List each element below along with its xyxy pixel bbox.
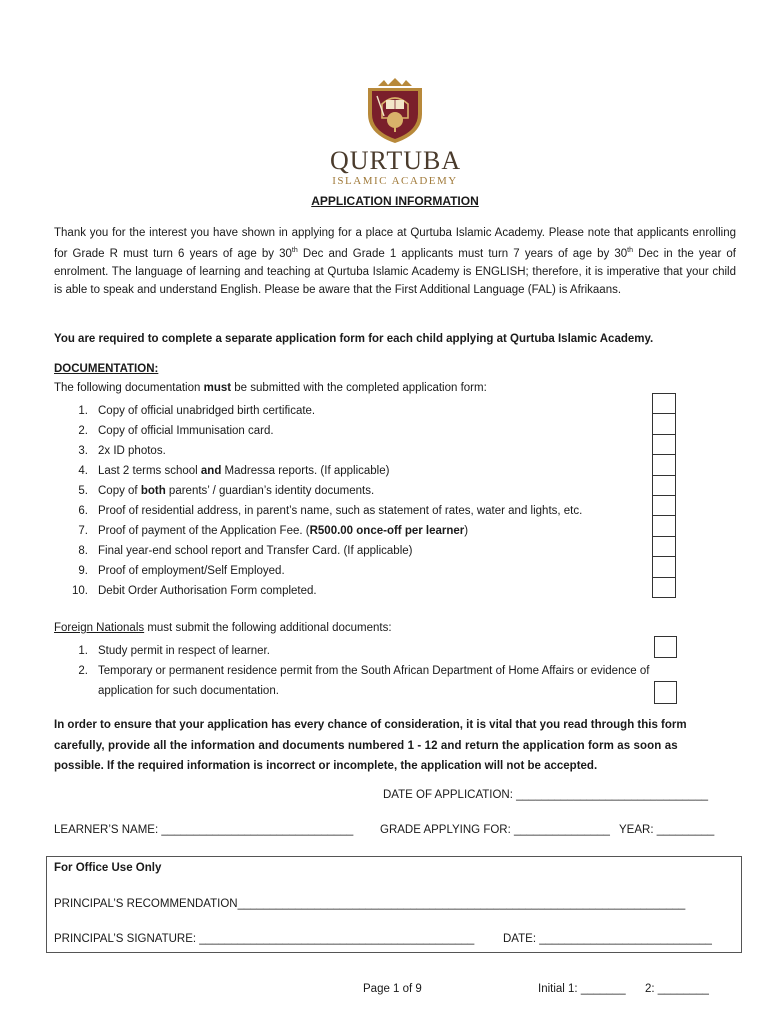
lead-before: The following documentation: [54, 382, 204, 394]
item-text: Proof of employment/Self Employed.: [98, 565, 285, 577]
item-text-bold: and: [200, 465, 222, 477]
item-number: 7.: [78, 525, 88, 537]
item-text-before: Last 2 terms school: [98, 465, 201, 477]
item-text-after: ): [464, 525, 469, 537]
item-text: Copy of official Immunisation card.: [98, 425, 274, 437]
separate-form-notice: You are required to complete a separate application form for each child applying at Qurtuba Islamic Academy.: [54, 333, 654, 345]
documentation-heading: DOCUMENTATION:: [54, 363, 159, 375]
intro-text-3: Dec in the year of enrolment. The language of learning and teaching at Qurtuba Islamic Academy is ENGLISH; therefore, it is imperative that your child is able to speak and understand English. Please be aware that the First Additional Language (FAL) is Afrikaans.: [54, 247, 736, 296]
documentation-checkboxes: [652, 393, 676, 598]
intro-sup-1: th: [291, 247, 298, 254]
item-text-after: Madressa reports. (If applicable): [221, 465, 390, 477]
foreign-list: [54, 642, 744, 702]
warning-line-1: In order to ensure that your application has every chance of consideration, it is vital that you read through this form: [54, 719, 687, 731]
warning-paragraph: [54, 715, 744, 777]
item-text-bold: both: [140, 485, 166, 497]
checkbox-doc-3[interactable]: [653, 435, 675, 455]
initial-2-field[interactable]: 2: ________: [645, 983, 709, 995]
checkbox-doc-10[interactable]: [653, 578, 675, 598]
item-number: 8.: [78, 545, 88, 557]
item-text: Study permit in respect of learner.: [98, 645, 270, 657]
intro-paragraph: [54, 224, 736, 299]
warning-line-2: carefully, provide all the information and documents numbered 1 - 12 and return the application form as soon as: [54, 739, 678, 752]
page-title: APPLICATION INFORMATION: [311, 194, 479, 208]
item-text: Copy of official unabridged birth certificate.: [98, 405, 316, 417]
intro-sup-2: th: [627, 247, 634, 254]
item-text: application for such documentation.: [98, 685, 279, 697]
intro-text-2: Dec and Grade 1 applicants must turn 7 years of age by 30: [297, 247, 628, 260]
documentation-list: [54, 402, 654, 602]
checkbox-doc-7[interactable]: [653, 516, 675, 536]
item-text-after: parents’ / guardian’s identity documents.: [165, 485, 375, 497]
academy-logo: [330, 76, 460, 191]
checkbox-doc-4[interactable]: [653, 455, 675, 475]
page-number: Page 1 of 9: [363, 983, 422, 995]
item-number: 1.: [78, 405, 88, 417]
item-text: [98, 462, 389, 480]
office-use-heading: For Office Use Only: [54, 862, 162, 874]
office-date-field[interactable]: DATE: ___________________________: [503, 933, 712, 945]
foreign-nationals-lead: [54, 622, 392, 634]
foreign-lead-text: must submit the following additional documents:: [144, 622, 392, 634]
date-of-application-field[interactable]: DATE OF APPLICATION: ______________________________: [383, 789, 708, 801]
documentation-lead: [54, 382, 487, 394]
checkbox-doc-8[interactable]: [653, 537, 675, 557]
checkbox-doc-1[interactable]: [653, 394, 675, 414]
item-number: 5.: [78, 485, 88, 497]
brand-name: QURTUBA: [330, 146, 462, 175]
item-text: Temporary or permanent residence permit from the South African Department of Home Affairs or evidence of: [98, 665, 650, 677]
item-number: 2.: [78, 665, 88, 677]
item-text-bold: R500.00 once-off per learner: [309, 525, 465, 537]
checkbox-study-permit[interactable]: [654, 636, 677, 658]
item-text: Proof of residential address, in parent’s name, such as statement of rates, water and lights, etc.: [98, 505, 583, 517]
item-number: 3.: [78, 445, 88, 457]
item-number: 6.: [78, 505, 88, 517]
checkbox-residence-permit[interactable]: [654, 681, 677, 704]
checkbox-doc-5[interactable]: [653, 476, 675, 496]
item-number: 10.: [72, 585, 88, 597]
lead-bold: must: [203, 382, 232, 394]
warning-line-3: possible. If the required information is incorrect or incomplete, the application will not be accepted.: [54, 760, 598, 772]
checkbox-doc-6[interactable]: [653, 496, 675, 516]
brand-subtitle: ISLAMIC ACADEMY: [332, 175, 458, 187]
foreign-nationals-heading: Foreign Nationals: [54, 622, 145, 634]
item-text: [98, 482, 374, 500]
initial-1-field[interactable]: Initial 1: _______: [538, 983, 626, 995]
grade-applying-field[interactable]: GRADE APPLYING FOR: _______________: [380, 824, 610, 836]
item-number: 9.: [78, 565, 88, 577]
checkbox-doc-9[interactable]: [653, 557, 675, 577]
lead-after: be submitted with the completed application form:: [231, 382, 487, 394]
item-text: [98, 522, 468, 540]
office-use-box: [46, 856, 742, 953]
item-text: 2x ID photos.: [98, 445, 166, 457]
year-field[interactable]: YEAR: _________: [619, 824, 715, 836]
item-number: 4.: [78, 465, 88, 477]
item-text-before: Copy of: [98, 485, 141, 497]
crest-icon: [330, 76, 460, 144]
item-text-before: Proof of payment of the Application Fee. (: [98, 525, 310, 537]
principal-signature-field[interactable]: PRINCIPAL’S SIGNATURE: ___________________________________________: [54, 933, 475, 945]
item-number: 1.: [78, 645, 88, 657]
learner-name-field[interactable]: LEARNER’S NAME: ______________________________: [54, 824, 354, 836]
checkbox-doc-2[interactable]: [653, 414, 675, 434]
intro-text-1: Thank you for the interest you have shown in applying for a place at Qurtuba Islamic Academy. Please note that applicants enrolling for Grade R must turn 6 years of age by 30: [54, 227, 736, 260]
principal-recommendation-field[interactable]: PRINCIPAL’S RECOMMENDATION______________________________________________________________________: [54, 898, 686, 910]
item-text: Final year-end school report and Transfer Card. (If applicable): [98, 545, 413, 557]
item-text: Debit Order Authorisation Form completed.: [98, 585, 317, 597]
item-number: 2.: [78, 425, 88, 437]
